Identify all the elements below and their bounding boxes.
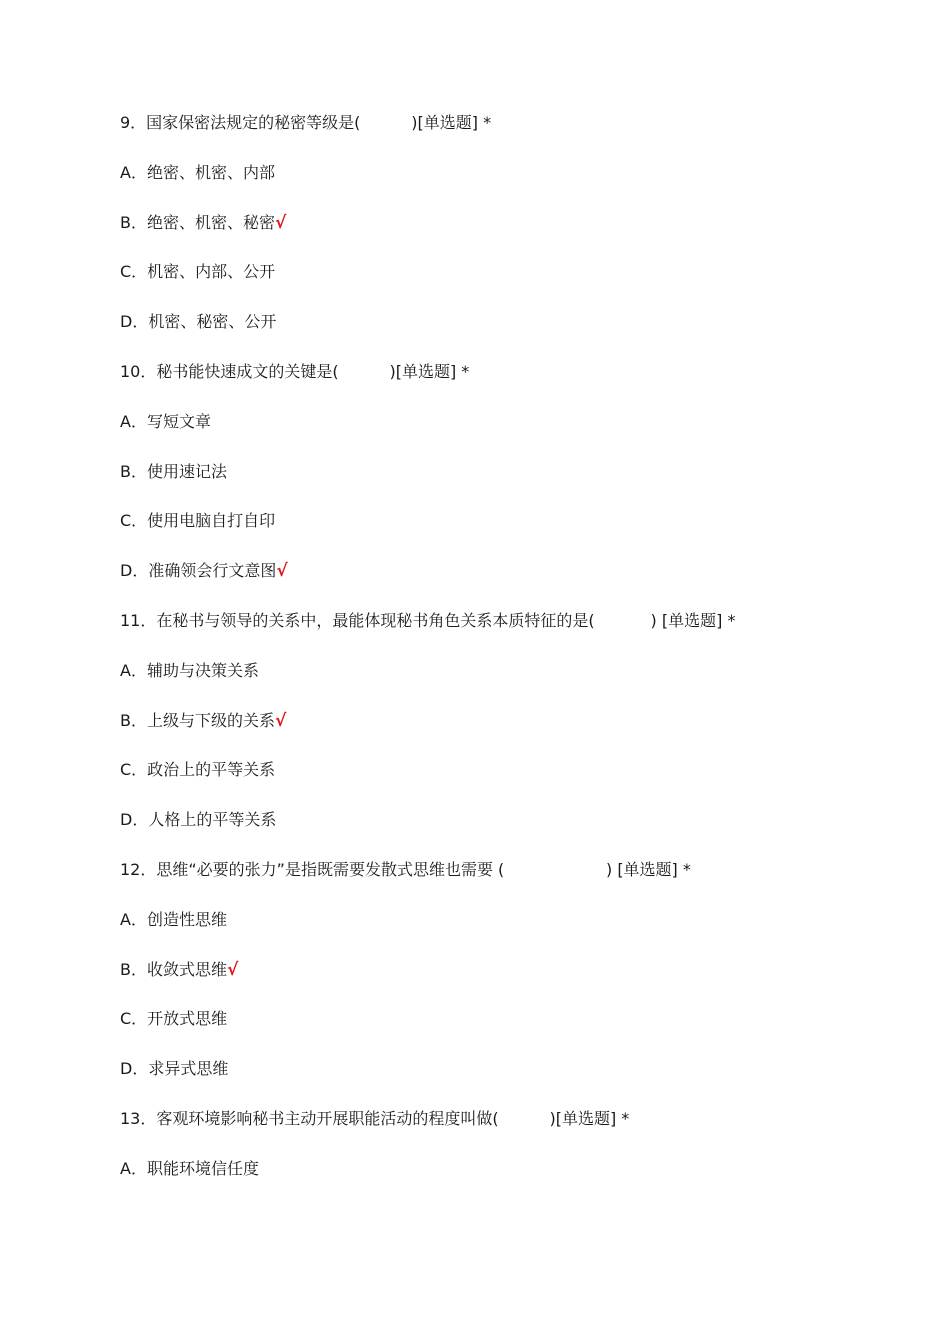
option-label: A．辅助与决策关系 <box>120 660 259 680</box>
question-text <box>120 359 920 409</box>
answer-option <box>120 210 920 260</box>
correct-check-icon: √ <box>274 212 287 233</box>
option-label: D．机密、秘密、公开 <box>120 312 277 332</box>
option-label: B．绝密、机密、秘密 <box>120 212 275 232</box>
question-label: 13．客观环境影响秘书主动开展职能活动的程度叫做( )[单选题] * <box>120 1108 630 1128</box>
answer-option <box>120 259 920 309</box>
answer-option <box>120 508 920 558</box>
option-label: A．职能环境信任度 <box>120 1158 259 1178</box>
question-text <box>120 857 920 907</box>
answer-option <box>120 757 920 807</box>
option-label: C．开放式思维 <box>120 1009 228 1029</box>
option-label: D．人格上的平等关系 <box>120 810 277 830</box>
question-label: 10．秘书能快速成文的关键是( )[单选题] * <box>120 361 470 381</box>
option-label: B．上级与下级的关系 <box>120 710 275 730</box>
option-label: A．写短文章 <box>120 411 211 431</box>
correct-check-icon: √ <box>274 710 287 731</box>
answer-option <box>120 907 920 957</box>
answer-option <box>120 309 920 359</box>
answer-option <box>120 708 920 758</box>
option-label: D．准确领会行文意图 <box>120 561 277 581</box>
option-label: A．创造性思维 <box>120 909 227 929</box>
option-label: C．使用电脑自打自印 <box>120 511 276 531</box>
answer-option <box>120 807 920 857</box>
question-label: 12．思维“必要的张力”是指既需要发散式思维也需要 ( ) [单选题] * <box>120 859 691 879</box>
option-label: D．求异式思维 <box>120 1059 229 1079</box>
answer-option <box>120 409 920 459</box>
answer-option <box>120 658 920 708</box>
answer-option <box>120 957 920 1007</box>
question-text <box>120 608 920 658</box>
answer-option <box>120 558 920 608</box>
option-label: C．政治上的平等关系 <box>120 760 276 780</box>
option-label: A．绝密、机密、内部 <box>120 162 275 182</box>
question-text <box>120 1106 920 1156</box>
answer-option <box>120 1006 920 1056</box>
option-label: B．使用速记法 <box>120 461 227 481</box>
answer-option <box>120 459 920 509</box>
quiz-page <box>120 110 920 1206</box>
answer-option <box>120 160 920 210</box>
question-label: 9．国家保密法规定的秘密等级是( )[单选题] * <box>120 113 492 132</box>
answer-option <box>120 1056 920 1106</box>
option-label: B．收敛式思维 <box>120 959 227 979</box>
question-label: 11．在秘书与领导的关系中，最能体现秘书角色关系本质特征的是( ) [单选题] * <box>120 610 736 630</box>
correct-check-icon: √ <box>276 561 288 582</box>
answer-option <box>120 1156 920 1206</box>
correct-check-icon: √ <box>226 959 239 980</box>
question-text <box>120 110 920 160</box>
option-label: C．机密、内部、公开 <box>120 262 276 282</box>
